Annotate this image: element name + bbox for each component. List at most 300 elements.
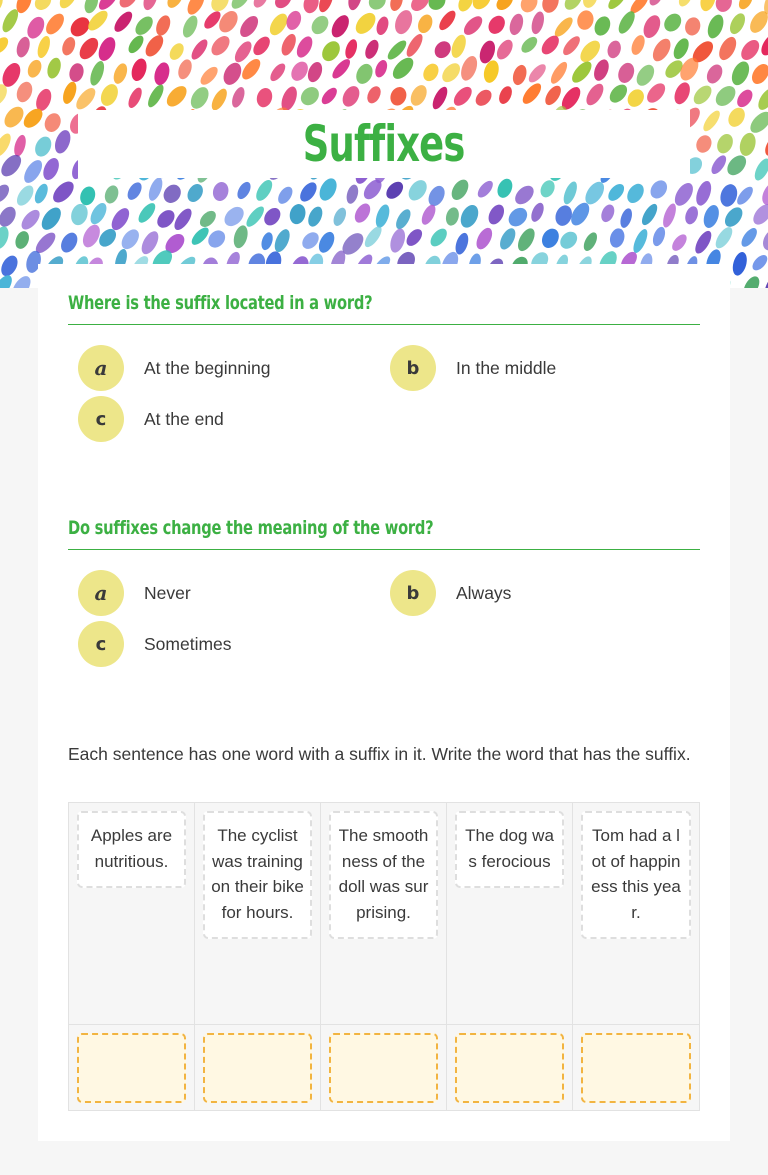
paint-dab [692,228,714,256]
paint-dab [231,224,250,250]
paint-dab [331,206,349,228]
paint-dab [160,181,184,206]
paint-dab [135,200,158,225]
paint-dab [539,0,561,15]
paint-dab [548,59,570,86]
paint-dab [473,225,495,252]
paint-dab [730,250,749,277]
paint-dab [253,177,275,203]
sentence-cell [573,803,699,1025]
paint-dab [581,230,600,253]
answer-box-3[interactable] [329,1033,438,1103]
paint-dab [605,39,623,60]
paint-dab [510,63,528,87]
paint-dab [352,9,379,37]
paint-dab [683,15,702,37]
paint-dab [261,205,284,229]
paint-dab [599,203,617,225]
paint-dab [683,205,700,226]
paint-dab [373,58,389,79]
paint-dab [42,10,67,37]
paint-dab [138,229,162,257]
q2-option-a[interactable] [78,570,191,616]
paint-dab [163,82,190,110]
paint-dab [118,226,142,252]
paint-dab [529,10,546,35]
paint-dab [453,231,471,256]
paint-dab [275,184,295,206]
option-label: At the end [144,408,224,429]
paint-dab [647,0,666,8]
answer-cell [321,1025,447,1111]
paint-dab [746,8,768,36]
paint-dab [651,225,668,248]
paint-dab [116,0,141,11]
paint-dab [515,226,538,254]
paint-dab [403,226,425,249]
paint-dab [580,0,600,10]
paint-dab [56,0,80,11]
paint-dab [279,32,299,58]
paint-dab [529,201,546,224]
paint-dab [639,202,660,228]
paint-dab [425,0,449,13]
paint-dab [353,61,376,86]
paint-dab [42,111,64,135]
paint-dab [125,180,145,202]
sentence-cell [447,803,573,1025]
paint-dab [444,206,461,227]
paint-dab [552,15,576,40]
paint-dab [103,184,121,206]
paint-dab [88,59,107,87]
paint-dab [557,228,581,252]
paint-dab [519,34,540,55]
paint-dab [694,133,715,155]
paint-dab [12,134,28,158]
paint-dab [197,208,219,230]
paint-dab [365,84,384,106]
paint-dab [383,179,406,202]
paint-dab [288,202,308,226]
paint-dab [405,177,431,204]
paint-dab [497,226,519,252]
paint-dab [736,0,755,12]
paint-dab [1,103,28,131]
paint-dab [152,61,172,87]
paint-dab [458,54,480,83]
answer-box-2[interactable] [203,1033,312,1103]
paint-dab [624,86,647,110]
paint-dab [640,13,663,41]
paint-dab [583,81,607,108]
paint-dab [618,207,634,229]
paint-dab [87,200,109,226]
paint-dab [752,156,768,183]
paint-dab [747,108,768,136]
paint-dab [485,13,508,37]
paint-dab [740,274,762,288]
paint-dab [365,0,389,13]
paint-dab [644,80,669,106]
paint-dab [215,8,241,36]
q1-option-c[interactable] [78,396,224,442]
option-letter: a [78,570,124,616]
paint-dab [21,157,46,186]
paint-dab [526,61,549,85]
paint-dab [419,203,438,227]
activity-instructions: Each sentence has one word with a suffix in it. Write the word that has the suffix. [68,744,691,764]
paint-dab [497,84,515,106]
paint-dab [450,84,475,109]
paint-dab [209,86,230,112]
paint-dab [759,225,768,254]
paint-dab [373,203,392,230]
paint-dab [690,82,715,107]
paint-dab [615,60,637,85]
paint-dab [32,182,50,205]
question-1-text: Where is the suffix located in a word? [68,292,700,325]
paint-dab [362,224,385,250]
paint-dab [9,273,35,288]
paint-dab [538,178,558,200]
paint-dab [671,80,693,106]
paint-dab [318,38,343,65]
option-label: Sometimes [144,633,232,654]
paint-dab [748,61,768,87]
paint-dab [49,178,77,206]
option-label: At the beginning [144,357,271,378]
paint-dab [13,229,32,251]
paint-dab [189,225,212,248]
paint-dab [436,8,458,33]
paint-dab [519,80,544,107]
answer-box-1[interactable] [77,1033,186,1103]
paint-dab [52,128,73,156]
paint-dab [591,57,611,83]
paint-dab [734,184,756,207]
paint-dab [272,0,295,11]
paint-dab [352,201,374,226]
paint-dab [661,10,685,35]
paint-dab [449,33,469,60]
paint-dab [40,156,62,183]
paint-dab [507,12,525,37]
answer-cell [195,1025,321,1111]
paint-dab [14,183,37,209]
answer-box-5[interactable] [581,1033,691,1103]
answer-cell [447,1025,573,1111]
paint-dab [404,32,426,59]
sentence-card: Apples are nutritious. [77,811,186,888]
paint-dab [329,56,353,81]
sentence-cell [195,803,321,1025]
paint-dab [38,204,65,233]
suffix-activity-grid [68,802,700,1111]
paint-dab [473,87,495,109]
q1-option-a[interactable] [78,345,271,391]
paint-dab [0,182,12,206]
paint-dab [184,181,206,205]
paint-dab [111,61,130,85]
paint-dab [439,60,464,86]
option-letter: c [78,396,124,442]
paint-dab [701,203,722,230]
paint-dab [415,12,435,35]
paint-dab [669,232,689,254]
paint-dab [605,0,629,12]
paint-dab [392,8,416,37]
option-label: Never [144,582,191,603]
option-letter: b [390,345,436,391]
paint-dab [189,37,211,62]
paint-dab [14,35,32,59]
sentence-card: The cyclist was training on their bike for hours. [203,811,312,939]
paint-dab [96,0,122,13]
paint-dab [305,204,325,228]
paint-dab [187,84,212,112]
paint-dab [738,37,763,64]
title-box [78,110,690,178]
paint-dab [407,82,429,108]
paint-dab [268,61,289,84]
paint-dab [18,207,43,233]
paint-dab [243,204,267,230]
q1-option-b[interactable] [390,345,556,391]
paint-dab [79,222,103,250]
paint-dab [758,179,768,209]
paint-dab [624,181,647,206]
paint-dab [259,231,274,252]
paint-dab [67,62,86,84]
paint-dab [60,35,78,57]
paint-dab [737,131,758,158]
paint-dab [0,151,25,180]
paint-dab [758,30,768,58]
paint-dab [718,182,740,209]
paint-dab [575,8,596,31]
paint-dab [542,83,564,108]
page-title: Suffixes [303,115,465,173]
paint-dab [374,15,390,36]
paint-dab [35,34,52,59]
paint-dab [475,178,496,200]
paint-dab [577,37,604,66]
question-1 [68,292,700,325]
q2-option-b[interactable] [390,570,511,616]
paint-dab [461,13,486,38]
paint-dab [237,13,262,40]
paint-dab [284,9,304,32]
paint-dab [14,79,35,104]
paint-dab [60,80,79,106]
paint-dab [145,82,166,109]
paint-dab [126,33,147,56]
paint-dab [420,61,441,84]
paint-dab [494,37,516,62]
paint-dab [485,202,507,227]
paint-dab [505,204,531,230]
paint-dab [250,34,273,59]
paint-dab [728,59,752,88]
paint-dab [431,38,454,61]
paint-dab [698,0,718,13]
paint-dab [495,176,516,200]
paint-dab [230,85,247,109]
paint-dab [328,12,352,40]
paint-dab [95,35,118,64]
paint-dab [633,62,658,89]
paint-dab [153,13,173,37]
paint-dab [750,252,768,273]
paint-dab [693,179,714,208]
paint-dab [164,0,186,11]
paint-dab [712,224,735,251]
paint-dab [76,35,102,63]
paint-dab [69,202,91,228]
paint-dab [560,34,583,58]
paint-dab [629,33,647,57]
paint-dab [388,227,408,255]
paint-dab [32,0,55,13]
header-banner [0,0,768,288]
paint-dab [762,134,768,159]
paint-dab [208,33,233,59]
paint-dab [297,179,320,204]
paint-dab [425,183,448,209]
paint-dab [430,85,451,112]
paint-dab [671,36,692,62]
paint-dab [299,229,322,252]
paint-dab [631,227,651,255]
paint-dab [676,0,695,9]
paint-dab [561,180,580,206]
paint-dab [171,206,195,233]
paint-dab [727,11,748,37]
paint-dab [129,57,149,83]
paint-dab [184,0,208,17]
paint-dab [316,229,338,255]
sentence-cell [69,803,195,1025]
paint-dab [457,202,482,230]
answer-cell [573,1025,699,1111]
paint-dab [308,13,332,38]
paint-dab [132,13,156,38]
paint-dab [316,176,340,204]
q2-option-c[interactable] [78,621,232,667]
question-2 [68,517,700,550]
paint-dab [339,83,363,109]
paint-dab [647,177,670,202]
paint-dab [606,81,630,106]
paint-dab [346,0,364,12]
paint-dab [734,87,756,110]
paint-dab [297,83,322,109]
paint-dab [45,56,63,80]
paint-dab [739,225,760,249]
paint-dab [388,0,405,13]
paint-dab [142,32,167,59]
paint-dab [700,108,722,134]
paint-dab [714,131,736,155]
paint-dab [126,86,145,110]
paint-dab [762,274,768,288]
paint-dab [660,202,678,229]
paint-dab [305,60,325,84]
option-label: Always [456,582,512,603]
paint-dab [750,201,768,228]
paint-dab [605,181,627,204]
paint-dab [704,62,726,86]
paint-dab [294,34,316,60]
option-label: In the middle [456,357,557,378]
paint-dab [553,203,575,228]
paint-dab [363,38,382,61]
paint-dab [608,227,627,250]
paint-dab [0,0,5,15]
paint-dab [154,207,178,231]
paint-dab [649,36,674,65]
sentence-card: The dog was ferocious [455,811,564,888]
option-letter: b [390,570,436,616]
paint-dab [316,0,336,14]
paint-dab [73,85,99,113]
paint-dab [343,38,359,60]
answer-box-4[interactable] [455,1033,564,1103]
paint-dab [167,41,187,63]
sentence-cell [321,803,447,1025]
paint-dab [82,0,101,15]
paint-dab [539,226,563,251]
paint-dab [58,230,81,256]
paint-dab [592,14,614,38]
paint-dab [211,180,231,203]
paint-dab [725,105,748,130]
paint-dab [111,9,135,35]
paint-dab [220,60,245,88]
paint-dab [721,204,746,230]
paint-dab [98,81,122,108]
paint-dab [713,0,734,14]
paint-dab [448,177,472,203]
paint-dab [228,0,253,12]
paint-dab [427,226,450,250]
paint-dab [755,85,768,112]
paint-dab [0,131,14,159]
paint-dab [176,58,195,82]
paint-dab [0,34,11,56]
paint-dab [25,58,44,80]
answer-cell [69,1025,195,1111]
paint-dab [0,253,21,279]
paint-dab [319,85,340,107]
paint-dab [146,176,165,203]
sentence-card: Tom had a lot of happiness this year. [581,811,691,939]
paint-dab [272,227,293,254]
paint-dab [251,0,271,10]
paint-dab [569,58,595,86]
paint-dab [388,85,410,109]
paint-dab [32,134,55,159]
paint-dab [512,182,538,208]
question-2-text: Do suffixes change the meaning of the word? [68,517,700,550]
paint-dab [108,205,133,233]
worksheet-card [38,264,730,1141]
paint-dab [288,59,311,84]
paint-dab [709,153,729,176]
sentence-card: The smoothness of the doll was surprising. [329,811,438,939]
paint-dab [561,0,585,13]
